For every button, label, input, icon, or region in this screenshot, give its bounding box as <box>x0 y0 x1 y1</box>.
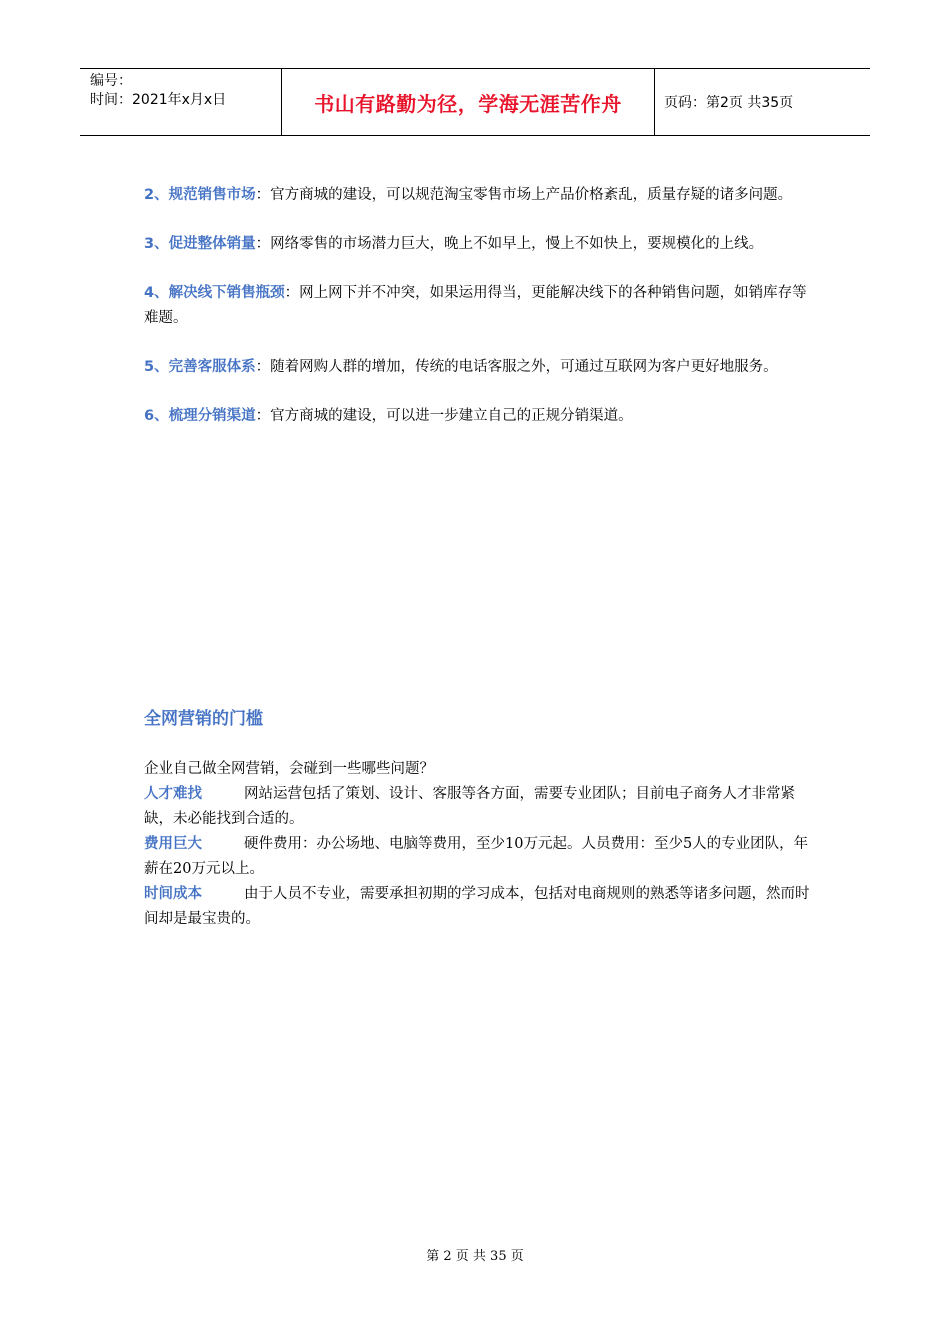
number-label: 编号： <box>90 73 132 89</box>
item-text: 网络零售的市场潜力巨大，晚上不如早上，慢上不如快上，要规模化的上线。 <box>270 236 764 252</box>
header-page-number: 页码：第2页 共35页 <box>664 95 794 111</box>
list-item <box>144 183 816 208</box>
item-title: 6、梳理分销渠道 <box>144 408 256 424</box>
item-title: 2、规范销售市场 <box>144 187 256 203</box>
item-text: 官方商城的建设，可以进一步建立自己的正规分销渠道。 <box>270 408 633 424</box>
item-title: 3、促进整体销量 <box>144 236 256 252</box>
item-separator: ： <box>284 285 300 301</box>
item-separator: ： <box>255 236 271 252</box>
list-item <box>144 404 816 429</box>
threshold-row <box>144 882 816 932</box>
item-separator: ： <box>255 359 271 375</box>
threshold-row <box>144 832 816 882</box>
row-text: 网站运营包括了策划、设计、客服等各方面，需要专业团队；目前电子商务人才非常紧缺，未必能找到合适的。 <box>144 786 795 827</box>
page-footer: 第 2 页 共 35 页 <box>426 1249 524 1264</box>
section-intro: 企业自己做全网营销，会碰到一些哪些问题？ <box>144 761 434 777</box>
benefit-list <box>144 183 816 453</box>
header-motto: 书山有路勤为径，学海无涯苦作舟 <box>282 69 655 135</box>
item-title: 4、解决线下销售瓶颈 <box>144 285 285 301</box>
row-label: 费用巨大 <box>144 836 202 852</box>
row-text: 硬件费用：办公场地、电脑等费用，至少10万元起。人员费用：至少5人的专业团队，年薪在20万元以上。 <box>144 836 809 877</box>
header-meta <box>80 69 282 135</box>
time-label: 时间：2021年x月x日 <box>90 92 227 108</box>
item-separator: ： <box>255 408 271 424</box>
threshold-row <box>144 782 816 832</box>
row-text: 由于人员不专业，需要承担初期的学习成本，包括对电商规则的熟悉等诸多问题，然而时间却是最宝贵的。 <box>144 886 810 927</box>
section-heading: 全网营销的门槛 <box>144 709 263 729</box>
page-header <box>80 68 870 136</box>
list-item <box>144 355 816 380</box>
item-separator: ： <box>255 187 271 203</box>
row-label: 人才难找 <box>144 786 202 802</box>
item-text: 网上网下并不冲突，如果运用得当，更能解决线下的各种销售问题，如销库存等难题。 <box>144 285 807 326</box>
list-item <box>144 281 816 331</box>
item-title: 5、完善客服体系 <box>144 359 256 375</box>
row-label: 时间成本 <box>144 886 202 902</box>
list-item <box>144 232 816 257</box>
item-text: 官方商城的建设，可以规范淘宝零售市场上产品价格紊乱，质量存疑的诸多问题。 <box>270 187 793 203</box>
item-text: 随着网购人群的增加，传统的电话客服之外，可通过互联网为客户更好地服务。 <box>270 359 778 375</box>
section-body <box>144 757 816 932</box>
